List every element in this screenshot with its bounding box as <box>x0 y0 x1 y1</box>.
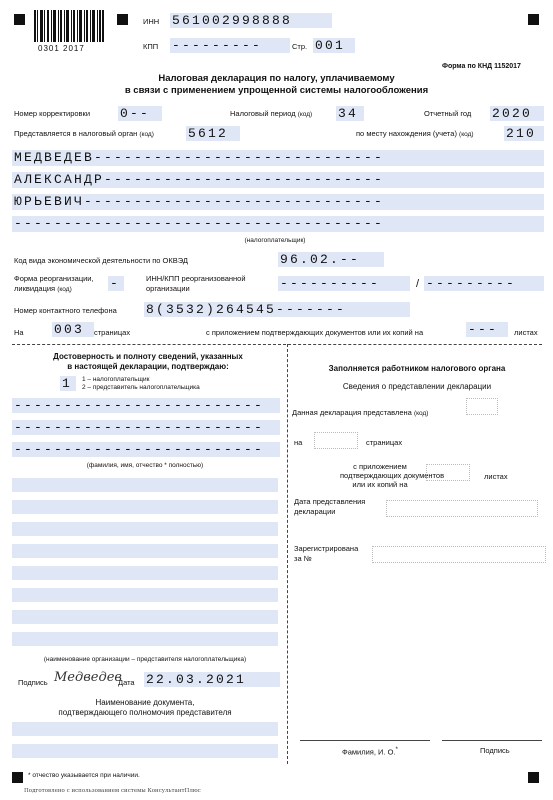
taxpayer-line-2[interactable]: АЛЕКСАНДР---------------------------- <box>12 172 544 188</box>
barcode-image <box>34 10 104 42</box>
reorg-inn-field[interactable]: ---------- <box>278 276 410 291</box>
org-line-3[interactable] <box>12 522 278 536</box>
officer-name-line <box>300 740 430 741</box>
section-divider <box>12 344 542 345</box>
date-label: Дата <box>118 678 135 687</box>
reorg-inn-label: ИНН/КПП реорганизованной организации <box>146 274 246 293</box>
corner-marker-bottom-right <box>528 772 539 783</box>
period-field[interactable]: 34 <box>336 106 364 121</box>
org-caption: (наименование организации – представителя налогоплательщика) <box>43 656 247 663</box>
column-divider <box>287 344 288 764</box>
inn-field[interactable]: 561002998888 <box>170 13 332 28</box>
authority-label: Представляется в налоговый орган (код) <box>14 129 154 138</box>
reorg-form-field[interactable]: - <box>108 276 124 291</box>
location-label: по месту нахождения (учета) (код) <box>356 129 474 138</box>
fio-line-3[interactable]: ------------------------- <box>12 442 280 457</box>
officer-sign-caption: Подпись <box>480 746 510 755</box>
officer-signature-line <box>442 740 542 741</box>
doc-heading-2: подтверждающего полномочия представителя <box>58 708 232 717</box>
barcode-number: 0301 2017 <box>38 44 85 53</box>
form-code: Форма по КНД 1152017 <box>442 63 521 70</box>
submitted-code-box[interactable] <box>466 398 498 415</box>
year-label: Отчетный год <box>424 109 472 118</box>
year-field[interactable]: 2020 <box>490 106 544 121</box>
fio-caption: (фамилия, имя, отчество * полностью) <box>86 462 204 469</box>
taxpayer-line-4[interactable]: ------------------------------------- <box>12 216 544 232</box>
doc-line-1[interactable] <box>12 722 278 736</box>
authority-field[interactable]: 5612 <box>186 126 240 141</box>
office-attach-box[interactable] <box>426 464 470 481</box>
office-heading: Заполняется работником налогового органа <box>328 364 506 373</box>
fio-line-2[interactable]: ------------------------- <box>12 420 280 435</box>
taxpayer-line-1[interactable]: МЕДВЕДЕВ----------------------------- <box>12 150 544 166</box>
document-title-line1: Налоговая декларация по налогу, уплачиваемому <box>158 73 395 84</box>
org-line-7[interactable] <box>12 610 278 624</box>
doc-line-2[interactable] <box>12 744 278 758</box>
doc-heading-1: Наименование документа, <box>95 698 195 707</box>
signature-label: Подпись <box>18 678 48 687</box>
taxpayer-caption: (налогоплательщик) <box>244 237 306 244</box>
org-line-5[interactable] <box>12 566 278 580</box>
okved-field[interactable]: 96.02.-- <box>278 252 384 267</box>
attach-sheets-field[interactable]: --- <box>466 322 508 337</box>
footnote: * отчество указывается при наличии. <box>28 772 140 779</box>
registered-label: Зарегистрирована за № <box>294 544 359 563</box>
office-date-box[interactable] <box>386 500 538 517</box>
registered-number-box[interactable] <box>372 546 546 563</box>
choice-option-1: 1 – налогоплательщик <box>82 376 150 383</box>
corner-marker-bottom-left <box>12 772 23 783</box>
pages-word: страницах <box>94 328 131 337</box>
corner-marker-top-right <box>117 14 128 25</box>
taxpayer-line-3[interactable]: ЮРЬЕВИЧ------------------------------ <box>12 194 544 210</box>
page-number-field[interactable]: 001 <box>313 38 355 53</box>
confirm-heading-2: в настоящей декларации, подтверждаю: <box>67 362 229 371</box>
period-label: Налоговый период (код) <box>230 109 313 118</box>
org-line-2[interactable] <box>12 500 278 514</box>
inn-label: ИНН <box>143 17 160 26</box>
office-date-label: Дата представления декларации <box>294 497 366 516</box>
phone-label: Номер контактного телефона <box>14 306 117 315</box>
kpp-field[interactable]: --------- <box>170 38 290 53</box>
kpp-label: КПП <box>143 42 159 51</box>
sheets-word: листах <box>514 328 538 337</box>
sign-date-field[interactable]: 22.03.2021 <box>144 672 280 687</box>
fio-line-1[interactable]: ------------------------- <box>12 398 280 413</box>
corner-marker-top-far-right <box>528 14 539 25</box>
office-pages-box[interactable] <box>314 432 358 449</box>
pages-count-field[interactable]: 003 <box>52 322 94 337</box>
document-title-line2: в связи с применением упрощенной системы налогообложения <box>124 85 429 96</box>
okved-label: Код вида экономической деятельности по ОКВЭД <box>14 256 188 265</box>
reorg-kpp-field[interactable]: --------- <box>424 276 544 291</box>
office-attach-label: с приложением подтверждающих документов или их копий на <box>340 462 445 489</box>
signature-image: Медведев <box>54 670 123 685</box>
pages-on-label: На <box>14 328 24 337</box>
org-line-6[interactable] <box>12 588 278 602</box>
phone-field[interactable]: 8(3532)264545------- <box>144 302 410 317</box>
correction-field[interactable]: 0-- <box>118 106 162 121</box>
reorg-form-label: Форма реорганизации, ликвидация (код) <box>14 274 94 293</box>
correction-label: Номер корректировки <box>14 109 91 118</box>
office-sheets-word: листах <box>484 472 508 481</box>
office-subheading: Сведения о представлении декларации <box>342 382 492 391</box>
submitted-label: Данная декларация представлена (код) <box>292 408 429 417</box>
office-pages-word: страницах <box>366 438 403 447</box>
officer-fio-caption: Фамилия, И. О.* <box>342 746 398 757</box>
org-line-1[interactable] <box>12 478 278 492</box>
confirm-heading-1: Достоверность и полноту сведений, указанных <box>53 352 243 361</box>
choice-option-2: 2 – представитель налогоплательщика <box>82 384 200 391</box>
corner-marker-top-left <box>14 14 25 25</box>
confirm-choice-field[interactable]: 1 <box>60 376 76 391</box>
office-on-label: на <box>294 438 303 447</box>
attach-label: с приложением подтверждающих документов или их копий на <box>206 328 424 337</box>
page-label: Стр. <box>292 42 308 51</box>
location-field[interactable]: 210 <box>504 126 544 141</box>
prepared-note: Подготовлено с использованием системы КонсультантПлюс <box>24 788 201 794</box>
org-line-8[interactable] <box>12 632 278 646</box>
reorg-slash: / <box>416 278 420 290</box>
org-line-4[interactable] <box>12 544 278 558</box>
